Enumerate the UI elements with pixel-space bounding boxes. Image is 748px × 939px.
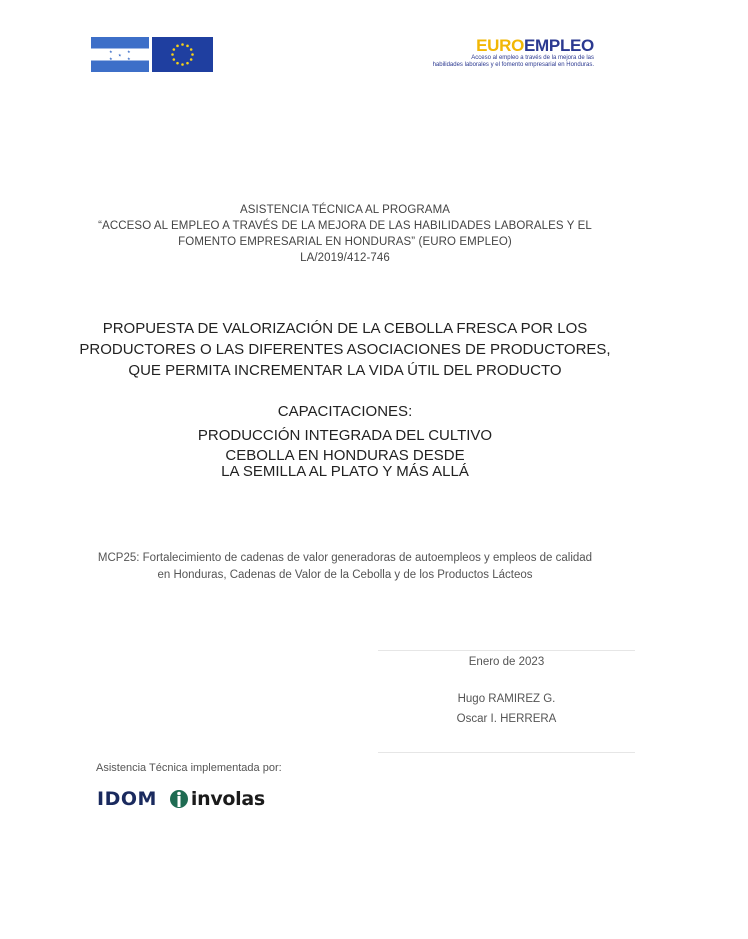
author-name: Hugo RAMIREZ G. xyxy=(457,693,556,705)
document-date: Enero de 2023 xyxy=(468,656,545,668)
author-name: Oscar I. HERRERA xyxy=(456,713,557,725)
eu-star-icon xyxy=(176,62,179,65)
svg-text:★: ★ xyxy=(127,56,131,61)
logo-euro-text: EURO xyxy=(476,36,524,55)
proposal-title xyxy=(0,318,690,381)
eu-star-icon xyxy=(173,48,176,51)
divider-top xyxy=(378,650,635,651)
svg-text:★: ★ xyxy=(127,49,131,54)
proposal-line-2: PRODUCTORES O LAS DIFERENTES ASOCIACIONES DE PRODUCTORES, xyxy=(79,341,611,358)
eu-flag-icon xyxy=(152,37,213,72)
eu-star-icon xyxy=(173,58,176,61)
divider-bottom xyxy=(378,752,635,753)
euroempleo-logo xyxy=(398,36,594,69)
honduras-flag-icon xyxy=(91,37,149,72)
capacitaciones-line-2: CEBOLLA EN HONDURAS DESDE xyxy=(225,447,465,464)
involas-logo xyxy=(169,788,265,810)
logo-tagline-2: habilidades laborales y el fomento empresarial en Honduras. xyxy=(432,62,594,68)
eu-star-icon xyxy=(186,62,189,65)
capacitaciones-heading: CAPACITACIONES: xyxy=(277,403,413,420)
eu-star-icon xyxy=(176,45,179,48)
svg-text:★: ★ xyxy=(118,52,122,58)
eu-star-icon xyxy=(171,53,174,56)
proposal-line-1: PROPUESTA DE VALORIZACIÓN DE LA CEBOLLA FRESCA POR LOS xyxy=(102,320,588,337)
capacitaciones-line-3: LA SEMILLA AL PLATO Y MÁS ALLÁ xyxy=(221,463,469,480)
implemented-by-label: Asistencia Técnica implementada por: xyxy=(96,762,282,774)
eu-star-icon xyxy=(190,58,193,61)
involas-mark-icon xyxy=(169,789,189,809)
proposal-line-3: QUE PERMITA INCREMENTAR LA VIDA ÚTIL DEL PRODUCTO xyxy=(128,362,562,379)
logo-empleo-text: EMPLEO xyxy=(524,36,594,55)
eu-star-icon xyxy=(191,53,194,56)
assistance-line-3: FOMENTO EMPRESARIAL EN HONDURAS” (EURO EMPLEO) xyxy=(178,236,512,248)
idom-logo: IDOM xyxy=(97,788,157,810)
svg-text:★: ★ xyxy=(109,49,113,54)
capacitaciones-title xyxy=(0,428,690,480)
eu-star-icon xyxy=(181,63,184,66)
eu-star-icon xyxy=(190,48,193,51)
implementer-logos xyxy=(97,786,265,812)
svg-text:★: ★ xyxy=(109,56,113,61)
assistance-line-1: ASISTENCIA TÉCNICA AL PROGRAMA xyxy=(239,204,451,216)
eu-star-icon xyxy=(181,43,184,46)
authors-block xyxy=(378,689,635,729)
assistance-line-2: “ACCESO AL EMPLEO A TRAVÉS DE LA MEJORA DE LAS HABILIDADES LABORALES Y EL xyxy=(98,220,592,232)
mcp-description: MCP25: Fortalecimiento de cadenas de valor generadoras de autoempleos y empleos de calidad en Honduras, Cadenas de Valor de la Cebolla y de los Productos Lácteos xyxy=(97,552,593,581)
eu-star-icon xyxy=(186,45,189,48)
involas-text: involas xyxy=(190,788,265,810)
capacitaciones-line-1: PRODUCCIÓN INTEGRADA DEL CULTIVO xyxy=(197,427,493,444)
assistance-line-4: LA/2019/412-746 xyxy=(300,252,390,264)
logo-tagline-1: Acceso al empleo a través de la mejora de las xyxy=(471,55,594,61)
assistance-block xyxy=(0,202,690,266)
